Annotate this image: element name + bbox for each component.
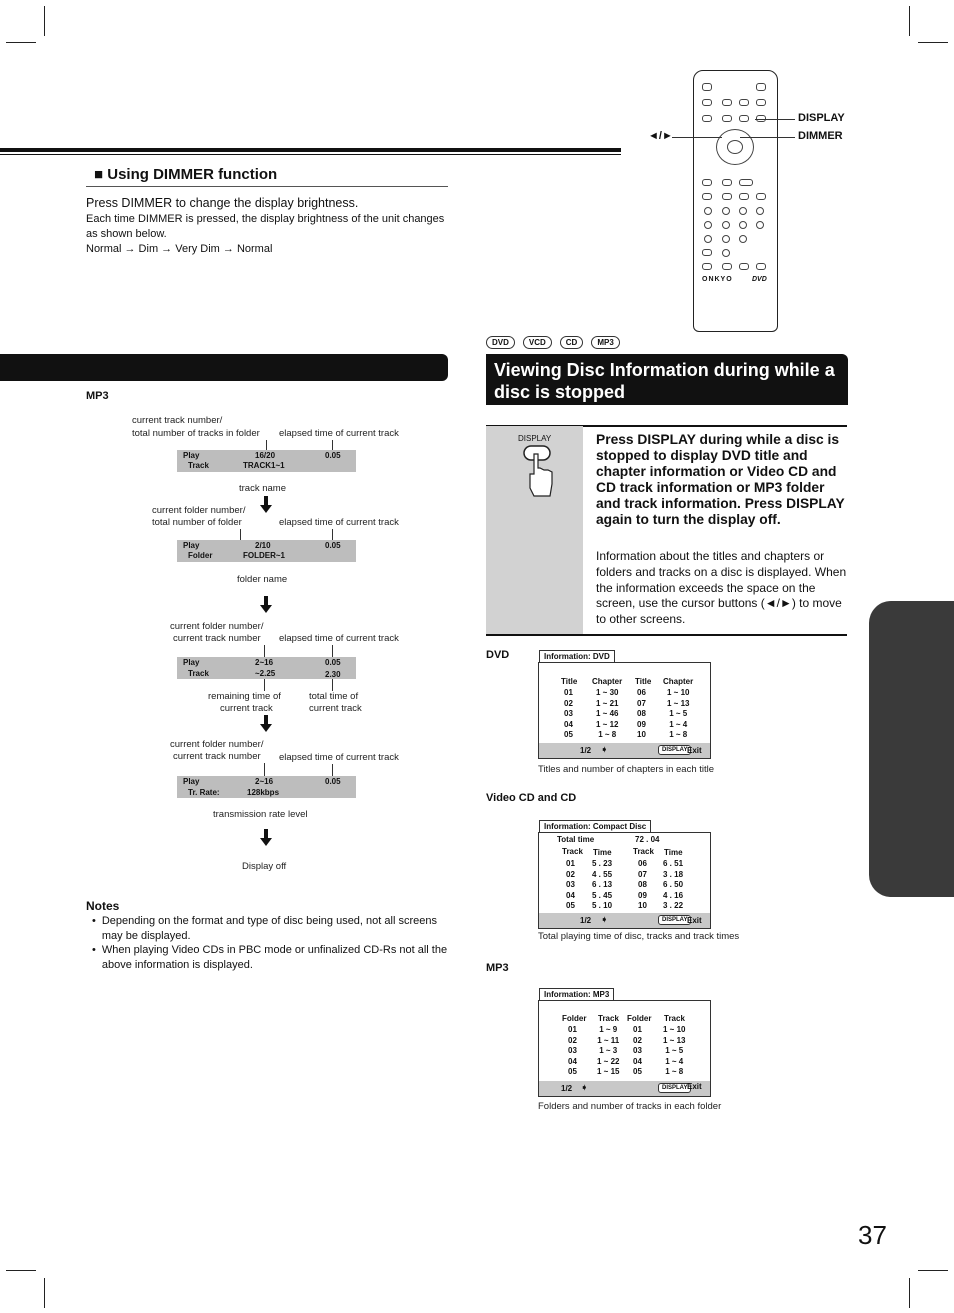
page-indicator: 1/2 xyxy=(561,1084,573,1093)
screen-text: 2~16 xyxy=(255,777,274,786)
leader-line xyxy=(332,529,333,540)
header-rule-thin xyxy=(0,154,621,155)
screen-text: Track xyxy=(188,461,209,470)
data-col: 06 07 08 09 10 xyxy=(637,688,646,739)
label: remaining time of xyxy=(208,691,281,702)
number-button-icon xyxy=(739,235,747,243)
number-button-icon xyxy=(704,221,712,229)
col-head: Chapter xyxy=(592,677,623,686)
crop-mark xyxy=(6,1270,36,1271)
screen-header: Information: MP3 xyxy=(539,988,614,1001)
mp3-info-screen xyxy=(538,990,711,1097)
leader-line xyxy=(264,763,265,776)
screen-header: Information: Compact Disc xyxy=(539,820,651,833)
screen-text: 0.05 xyxy=(325,541,341,550)
page-number: 37 xyxy=(858,1220,887,1250)
power-button-icon xyxy=(702,83,712,91)
screen-text: 0.05 xyxy=(325,658,341,667)
number-button-icon xyxy=(739,207,747,215)
screen-text: 0.05 xyxy=(325,451,341,460)
label: total number of folder xyxy=(152,517,242,528)
screen-text: Play xyxy=(183,777,200,786)
down-arrow-icon xyxy=(260,505,272,513)
leader-line xyxy=(332,764,333,776)
dimmer-description: Each time DIMMER is pressed, the display brightness of the unit changes as shown below. xyxy=(86,213,445,240)
total-value: 72 . 04 xyxy=(635,835,660,844)
data-col: 6 . 51 3 . 18 6 . 50 4 . 16 3 . 22 xyxy=(663,859,684,910)
screen-text: Track xyxy=(188,669,209,678)
crop-mark xyxy=(918,42,948,43)
remote-button xyxy=(722,99,732,106)
crop-mark xyxy=(44,6,45,36)
screen-header: Information: DVD xyxy=(539,650,615,663)
display-screen-3 xyxy=(177,657,356,679)
instruction-bold: Press DISPLAY during while a disc is stopped to display DVD title and chapter information or Video CD and CD track information or MP3 folder and track information. Press DISPLAY again to turn the display off. xyxy=(596,432,845,527)
chapter-tab xyxy=(869,601,954,897)
screen-text: 16/20 xyxy=(255,451,276,460)
data-col: 5 . 23 4 . 55 6 . 13 5 . 45 5 . 10 xyxy=(592,859,613,910)
dimmer-body xyxy=(86,212,446,257)
disc-type-badges xyxy=(486,336,620,349)
mp3-label: MP3 xyxy=(486,962,509,974)
badge-dvd: DVD xyxy=(486,336,515,349)
data-col: 01 02 03 04 05 xyxy=(566,859,575,910)
dvd-caption: Titles and number of chapters in each title xyxy=(538,764,715,775)
instruction-icon-panel xyxy=(486,426,583,634)
col-head: Track xyxy=(633,847,654,856)
label: track name xyxy=(239,483,286,494)
screen-text: 2~16 xyxy=(255,658,274,667)
col-head: Chapter xyxy=(663,677,694,686)
number-button-icon xyxy=(704,235,712,243)
remote-control-illustration xyxy=(693,70,778,332)
remote-button xyxy=(739,179,753,186)
crop-mark xyxy=(909,6,910,36)
col-head: Title xyxy=(561,677,578,686)
screen-footer xyxy=(539,1081,710,1096)
section-underline xyxy=(86,186,448,187)
cd-info-screen xyxy=(538,822,711,929)
data-col: 01 02 03 04 05 xyxy=(568,1025,577,1076)
remote-button xyxy=(722,193,732,200)
label: current track number/ xyxy=(132,415,223,426)
instruction-text: Information about the titles and chapters or folders and tracks on a disc is displayed. When the information exceeds the space on the screen, use the cursor buttons (◄/►) to move to other screens. xyxy=(596,549,847,627)
notes-list xyxy=(92,914,448,972)
next-arrow-icon: ➧ xyxy=(581,1083,588,1092)
label: current folder number/ xyxy=(170,621,264,632)
notes-heading: Notes xyxy=(86,899,120,913)
note-item: • When playing Video CDs in PBC mode or unfinalized CD-Rs not all the above information is displayed. xyxy=(92,944,448,971)
label: current track xyxy=(220,703,273,714)
number-button-icon xyxy=(756,207,764,215)
section-bar xyxy=(0,354,448,381)
label: current track xyxy=(309,703,362,714)
label: total number of tracks in folder xyxy=(132,428,260,439)
mp3-diagram-heading: MP3 xyxy=(86,390,109,402)
screen-text: 0.05 xyxy=(325,777,341,786)
mp3-caption: Folders and number of tracks in each folder xyxy=(538,1101,722,1112)
col-head: Title xyxy=(635,677,652,686)
screen-text: ~2.25 xyxy=(255,669,276,678)
label: folder name xyxy=(237,574,288,585)
remote-button xyxy=(739,193,749,200)
label: current track number xyxy=(173,633,261,644)
screen-text: Play xyxy=(183,658,200,667)
screen-footer xyxy=(539,743,710,758)
badge-vcd: VCD xyxy=(523,336,552,349)
label: current folder number/ xyxy=(152,505,246,516)
crop-mark xyxy=(909,1278,910,1308)
col-head: Folder xyxy=(562,1014,587,1023)
remote-button xyxy=(722,115,732,122)
viewing-section-title: Viewing Disc Information during while a disc is stopped xyxy=(486,354,848,405)
number-button-icon xyxy=(722,221,730,229)
remote-button xyxy=(722,179,732,186)
panel-rule-bottom xyxy=(486,634,847,636)
remote-dvd-logo: DVD xyxy=(752,276,767,283)
number-button-icon xyxy=(722,207,730,215)
number-button-icon xyxy=(704,207,712,215)
page-indicator: 1/2 xyxy=(580,746,592,755)
display-callout: DISPLAY xyxy=(798,112,845,124)
dimmer-button-icon xyxy=(739,115,749,122)
remote-button xyxy=(702,263,712,270)
leader-line xyxy=(264,679,265,691)
screen-text: 2/10 xyxy=(255,541,271,550)
remote-button xyxy=(702,193,712,200)
dvd-label: DVD xyxy=(486,649,510,661)
exit-label: Exit xyxy=(687,746,702,755)
remote-button xyxy=(702,179,712,186)
number-button-icon xyxy=(756,221,764,229)
number-button-icon xyxy=(739,221,747,229)
screen-text: Play xyxy=(183,451,200,460)
col-head: Track xyxy=(562,847,583,856)
down-arrow-icon xyxy=(260,724,272,732)
next-arrow-icon: ➧ xyxy=(601,915,608,924)
label: Display off xyxy=(242,861,287,872)
display-screen-2 xyxy=(177,540,356,562)
label: elapsed time of current track xyxy=(279,752,399,763)
col-head: Track xyxy=(598,1014,619,1023)
label: elapsed time of current track xyxy=(279,428,399,439)
display-button: DISPLAY xyxy=(658,1083,691,1093)
data-col: 1 ~ 10 1 ~ 13 1 ~ 5 1 ~ 4 1 ~ 8 xyxy=(667,688,690,739)
data-col: 1 ~ 30 1 ~ 21 1 ~ 46 1 ~ 12 1 ~ 8 xyxy=(596,688,619,739)
exit-label: Exit xyxy=(687,916,702,925)
label: elapsed time of current track xyxy=(279,633,399,644)
remote-button xyxy=(756,263,766,270)
display-screen-1 xyxy=(177,450,356,472)
total-label: Total time xyxy=(557,835,595,844)
data-col: 1 ~ 10 1 ~ 13 1 ~ 5 1 ~ 4 1 ~ 8 xyxy=(663,1025,686,1076)
down-arrow-icon xyxy=(260,605,272,613)
header-rule xyxy=(0,148,621,152)
remote-button xyxy=(702,115,712,122)
dimmer-section-title: ■ Using DIMMER function xyxy=(94,166,278,183)
enter-button-icon xyxy=(727,140,743,154)
remote-button xyxy=(702,99,712,106)
badge-cd: CD xyxy=(560,336,584,349)
label: current track number xyxy=(173,751,261,762)
arrow-keys-callout: ◄/► xyxy=(648,130,673,142)
remote-button xyxy=(722,263,732,270)
col-head: Time xyxy=(593,848,612,857)
dimmer-sequence: Normal → Dim → Very Dim → Normal xyxy=(86,243,273,255)
screen-text: 2.30 xyxy=(325,670,341,679)
col-head: Time xyxy=(664,848,683,857)
data-col: 06 07 08 09 10 xyxy=(638,859,647,910)
leader-line xyxy=(264,645,265,657)
data-col: 01 02 03 04 05 xyxy=(633,1025,642,1076)
screen-text: Folder xyxy=(188,551,213,560)
label: total time of xyxy=(309,691,359,702)
data-col: 1 ~ 9 1 ~ 11 1 ~ 3 1 ~ 22 1 ~ 15 xyxy=(597,1025,620,1076)
crop-mark xyxy=(6,42,36,43)
display-button: DISPLAY xyxy=(658,915,691,925)
screen-text: TRACK1~1 xyxy=(243,461,285,470)
leader-line xyxy=(332,645,333,657)
data-col: 01 02 03 04 05 xyxy=(564,688,573,739)
remote-button xyxy=(756,99,766,106)
leader-line xyxy=(332,679,333,691)
open-close-button-icon xyxy=(756,83,766,91)
label: transmission rate level xyxy=(213,809,308,820)
screen-text: Tr. Rate: xyxy=(188,788,220,797)
number-button-icon xyxy=(722,235,730,243)
screen-footer xyxy=(539,913,710,928)
next-arrow-icon: ➧ xyxy=(601,745,608,754)
dimmer-lead: Press DIMMER to change the display brightness. xyxy=(86,196,359,210)
crop-mark xyxy=(44,1278,45,1308)
remote-button xyxy=(739,99,749,106)
remote-button xyxy=(756,193,766,200)
badge-mp3: MP3 xyxy=(591,336,619,349)
exit-label: Exit xyxy=(687,1082,702,1091)
crop-mark xyxy=(918,1270,948,1271)
dimmer-callout-line xyxy=(740,137,795,138)
display-button: DISPLAY xyxy=(658,745,691,755)
note-item: • Depending on the format and type of disc being used, not all screens may be displayed. xyxy=(92,915,437,942)
screen-text: FOLDER~1 xyxy=(243,551,286,560)
cd-caption: Total playing time of disc, tracks and track times xyxy=(538,931,740,942)
remote-button xyxy=(702,249,712,256)
dvd-info-screen xyxy=(538,652,711,759)
remote-brand: ONKYO xyxy=(702,276,733,283)
screen-text: 128kbps xyxy=(247,788,280,797)
remote-button xyxy=(739,263,749,270)
label: current folder number/ xyxy=(170,739,264,750)
display-button-label: DISPLAY xyxy=(518,434,552,443)
label: elapsed time of current track xyxy=(279,517,399,528)
screen-text: Play xyxy=(183,541,200,550)
cd-label: Video CD and CD xyxy=(486,792,577,804)
arrows-callout-line xyxy=(672,137,722,138)
display-callout-line xyxy=(755,119,795,120)
display-screen-4 xyxy=(177,776,356,798)
remote-button xyxy=(722,249,730,257)
col-head: Track xyxy=(664,1014,685,1023)
page-indicator: 1/2 xyxy=(580,916,592,925)
hand-pressing-button-icon xyxy=(522,444,556,498)
col-head: Folder xyxy=(627,1014,652,1023)
dimmer-callout: DIMMER xyxy=(798,130,843,142)
down-arrow-icon xyxy=(260,838,272,846)
